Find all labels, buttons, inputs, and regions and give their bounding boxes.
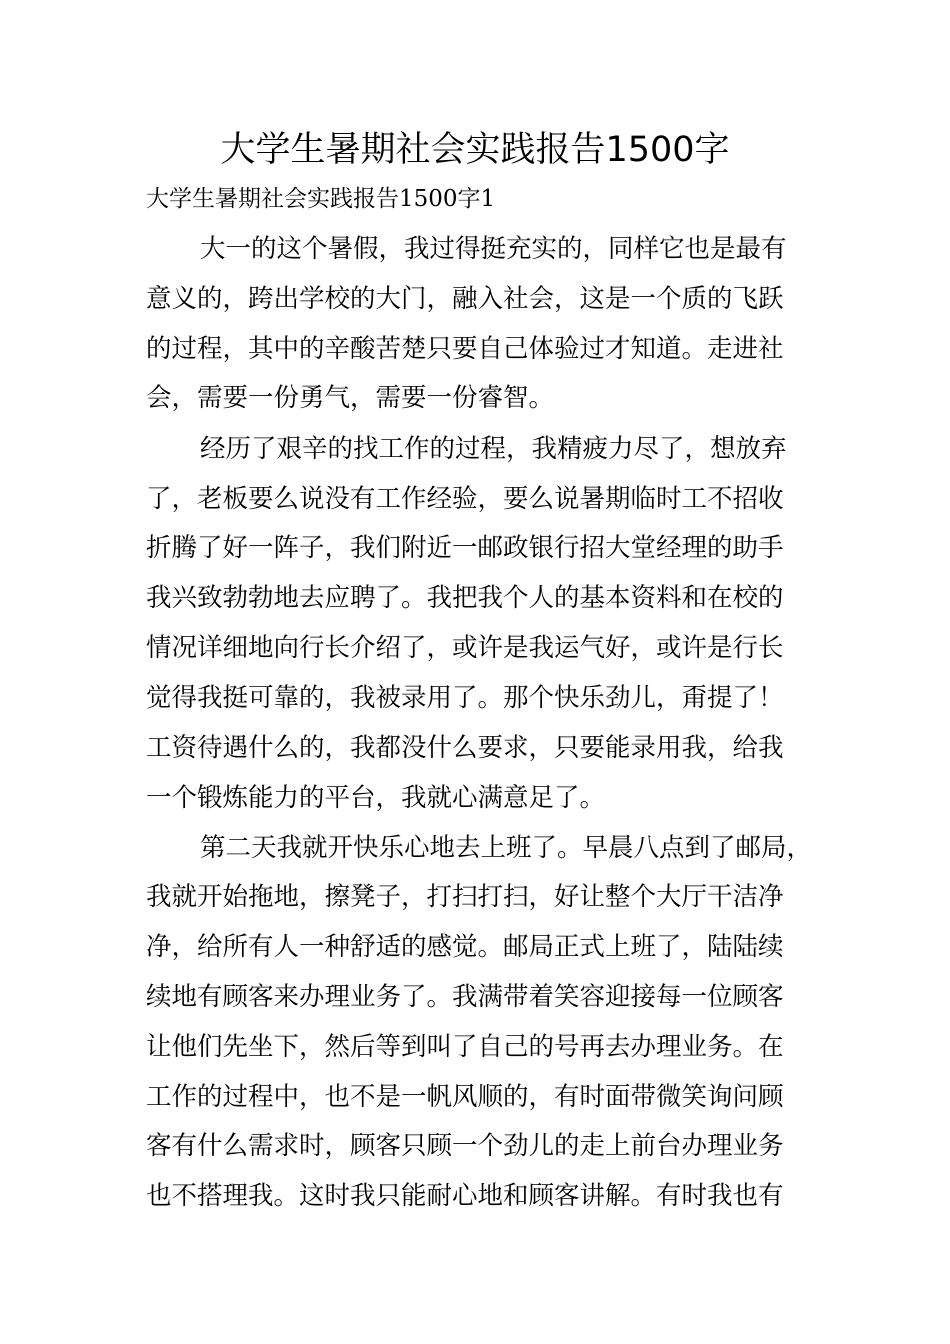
document-subtitle: 大学生暑期社会实践报告1500字1 [146, 186, 496, 212]
paragraph-line: 觉得我挺可靠的，我被录用了。那个快乐劲儿，甭提了！ [146, 683, 784, 713]
paragraph-line: 会，需要一份勇气，需要一份睿智。 [146, 383, 555, 413]
paragraph-line: 一个锻炼能力的平台，我就心满意足了。 [146, 783, 606, 813]
paragraph-line: 第二天我就开快乐心地去上班了。早晨八点到了邮局， [200, 833, 813, 863]
paragraph-line: 经历了艰辛的找工作的过程，我精疲力尽了，想放弃 [200, 434, 787, 464]
paragraph-line: 续地有顾客来办理业务了。我满带着笑容迎接每一位顾客 [146, 982, 784, 1012]
paragraph-line: 大一的这个暑假，我过得挺充实的，同样它也是最有 [200, 234, 787, 264]
paragraph-line: 我兴致勃勃地去应聘了。我把我个人的基本资料和在校的 [146, 583, 784, 613]
paragraph-line: 意义的，跨出学校的大门，融入社会，这是一个质的飞跃 [146, 284, 784, 314]
paragraph-line: 让他们先坐下，然后等到叫了自己的号再去办理业务。在 [146, 1032, 784, 1062]
paragraph-line: 情况详细地向行长介绍了，或许是我运气好，或许是行长 [146, 633, 784, 663]
paragraph-line: 折腾了好一阵子，我们附近一邮政银行招大堂经理的助手 [146, 533, 784, 563]
paragraph-line: 了，老板要么说没有工作经验，要么说暑期临时工不招收 [146, 484, 784, 514]
paragraph-line: 客有什么需求时，顾客只顾一个劲儿的走上前台办理业务 [146, 1131, 784, 1161]
paragraph-line: 工作的过程中，也不是一帆风顺的，有时面带微笑询问顾 [146, 1082, 784, 1112]
paragraph-line: 也不搭理我。这时我只能耐心地和顾客讲解。有时我也有 [146, 1181, 784, 1211]
paragraph-line: 工资待遇什么的，我都没什么要求，只要能录用我，给我 [146, 733, 784, 763]
paragraph-line: 我就开始拖地，擦凳子，打扫打扫，好让整个大厅干洁净 [146, 882, 784, 912]
document-title: 大学生暑期社会实践报告1500字 [220, 130, 730, 170]
paragraph-line: 的过程，其中的辛酸苦楚只要自己体验过才知道。走进社 [146, 334, 784, 364]
paragraph-line: 净，给所有人一种舒适的感觉。邮局正式上班了，陆陆续 [146, 932, 784, 962]
